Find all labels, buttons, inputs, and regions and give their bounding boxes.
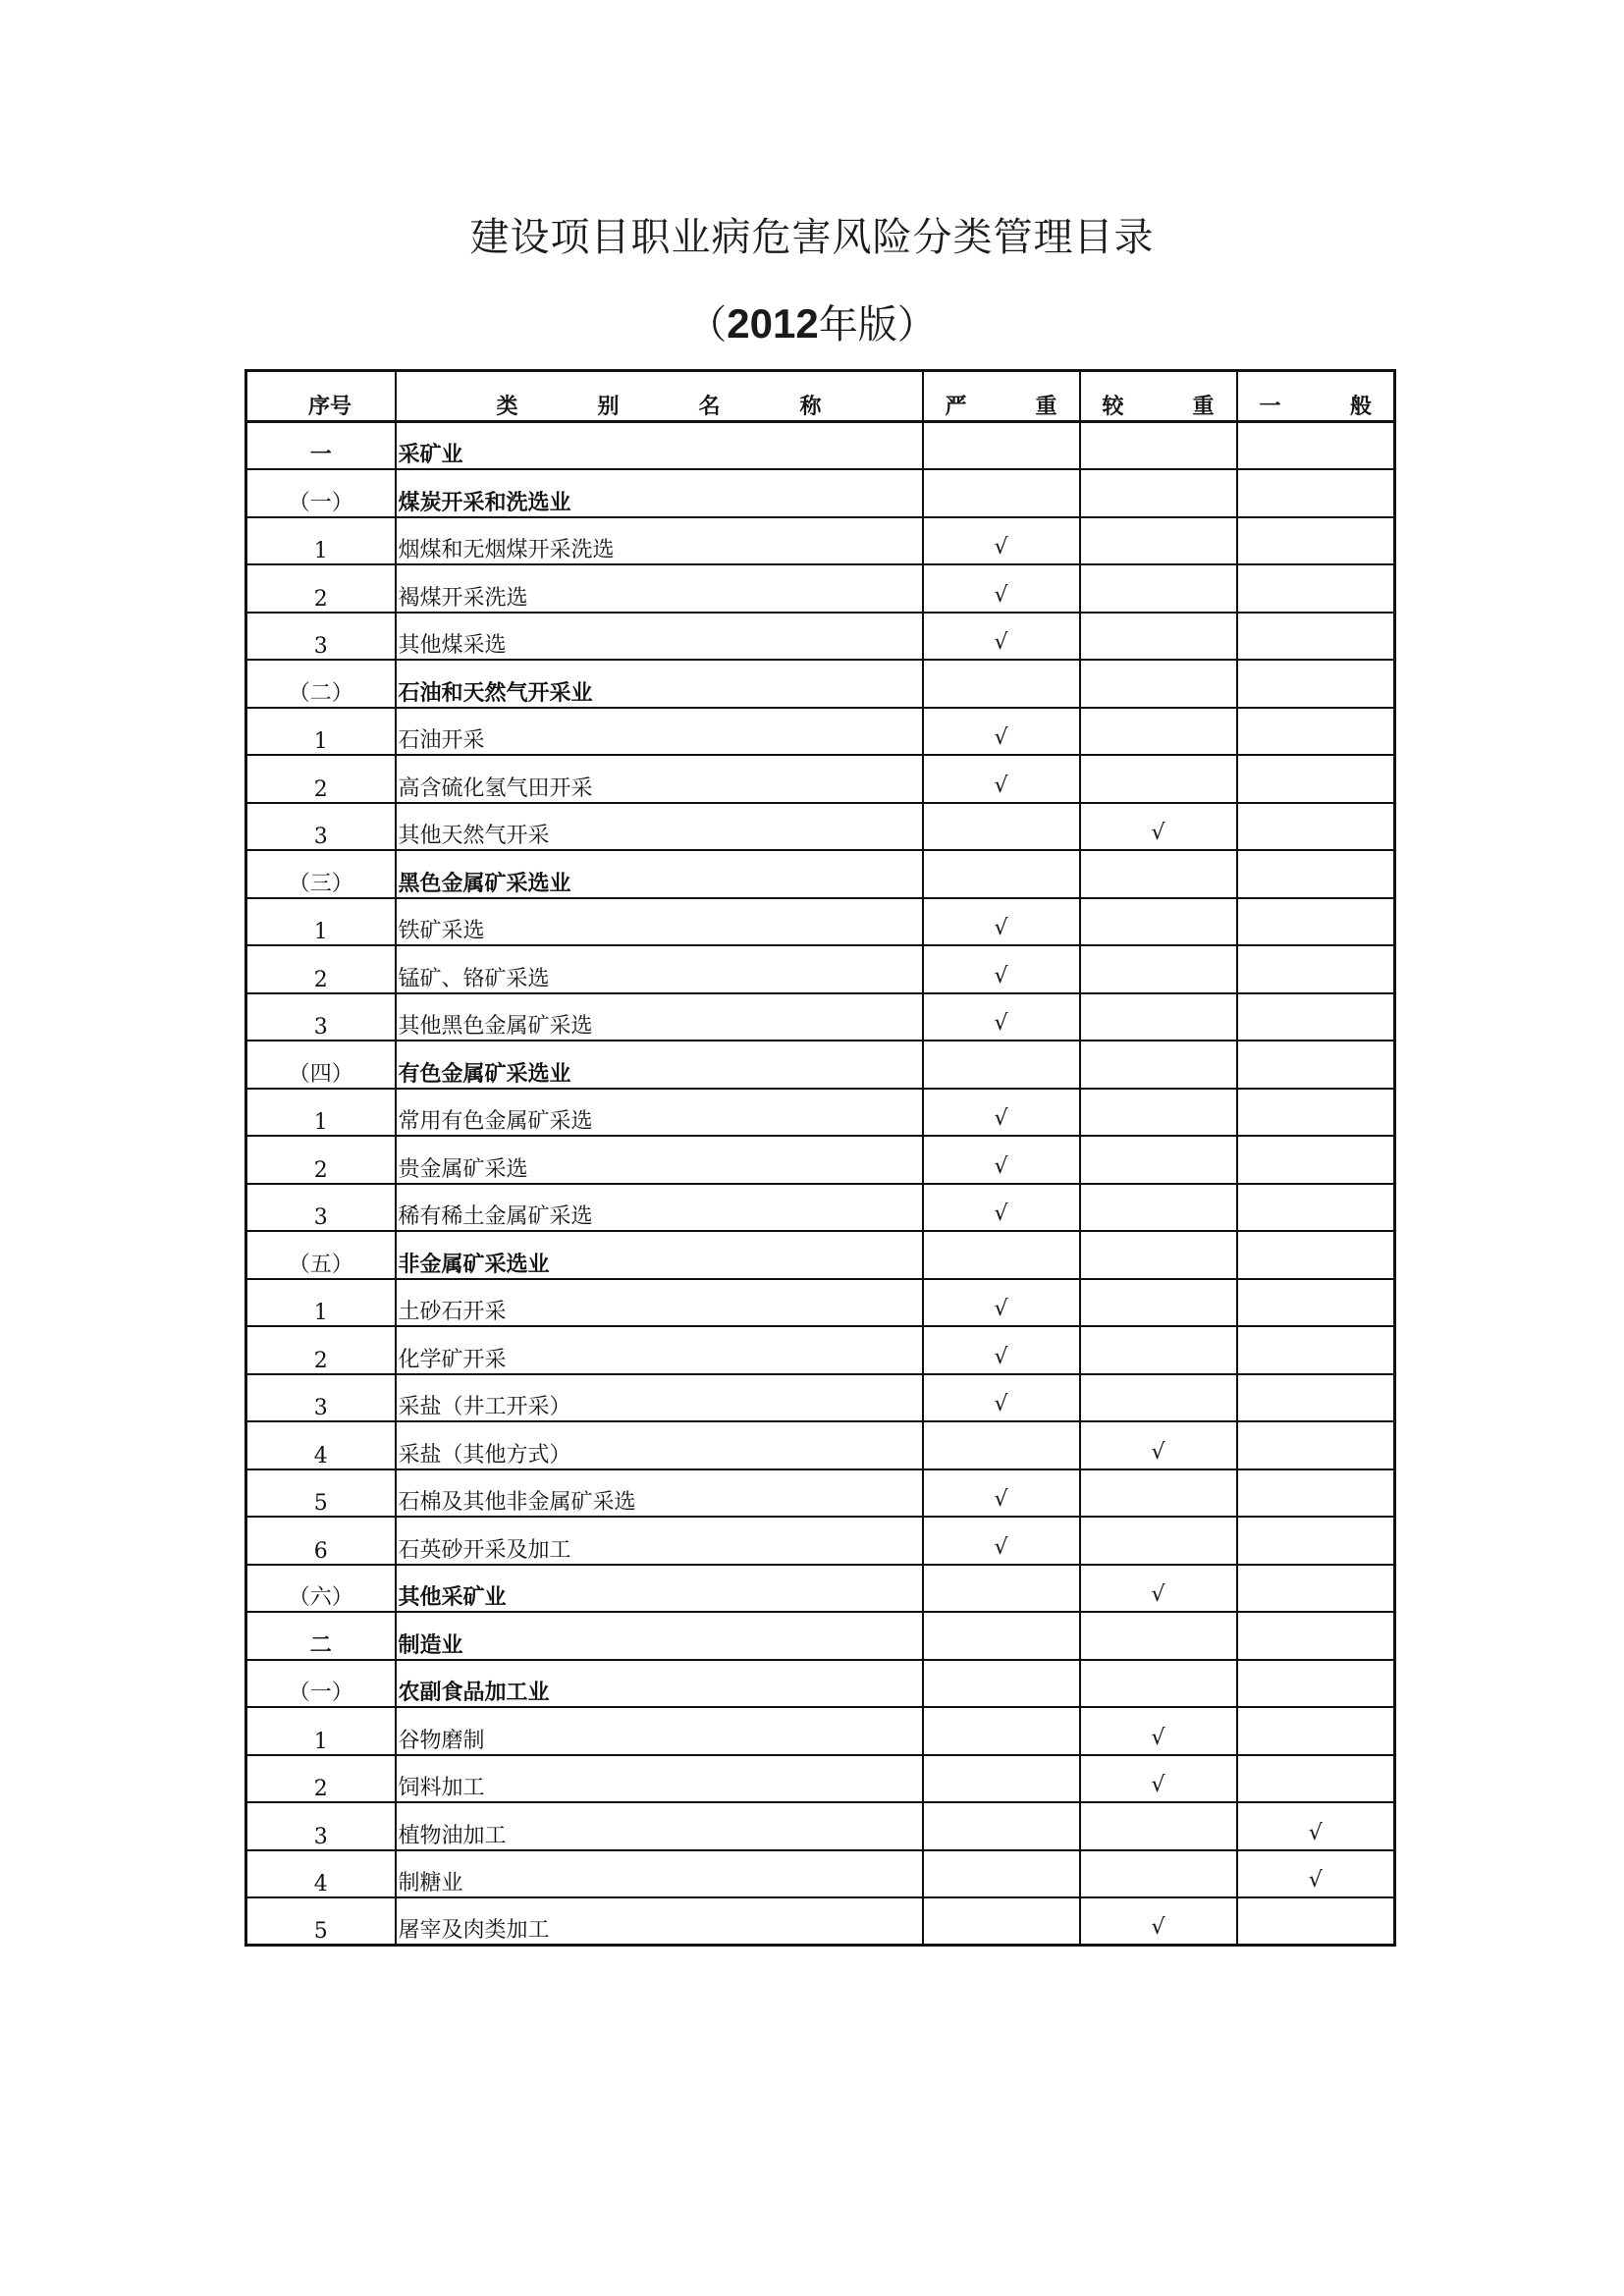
row-number: （五） (246, 1231, 396, 1279)
risk-moderate-cell (1080, 1802, 1237, 1850)
risk-moderate-cell (1080, 1612, 1237, 1660)
risk-general-cell (1237, 1326, 1395, 1374)
header-severe: 严 重 (923, 371, 1080, 422)
table-row (246, 898, 1395, 946)
row-number: 1 (246, 517, 396, 565)
check-mark-icon: √ (994, 1487, 1008, 1512)
risk-moderate-cell (1080, 1279, 1237, 1327)
header-no: 序 号 (246, 371, 396, 422)
risk-severe-cell (923, 1469, 1080, 1518)
table-row (246, 1707, 1395, 1755)
row-number: 1 (246, 1089, 396, 1137)
risk-general-cell (1237, 898, 1395, 946)
category-name: 制糖业 (396, 1850, 923, 1898)
risk-severe-cell (923, 1136, 1080, 1184)
risk-moderate-cell (1080, 1374, 1237, 1422)
header-moderate: 较 重 (1080, 371, 1237, 422)
risk-general-cell (1237, 1469, 1395, 1518)
category-name: 其他天然气开采 (396, 803, 923, 851)
category-name: 稀有稀土金属矿采选 (396, 1184, 923, 1232)
table-row (246, 1421, 1395, 1469)
risk-severe-cell (923, 1565, 1080, 1613)
risk-moderate-cell (1080, 1850, 1237, 1898)
risk-general-cell (1237, 755, 1395, 803)
risk-general-cell (1237, 1660, 1395, 1708)
table-row (246, 1850, 1395, 1898)
risk-moderate-cell (1080, 660, 1237, 708)
row-number: 4 (246, 1850, 396, 1898)
category-name: 饲料加工 (396, 1755, 923, 1803)
risk-severe-cell (923, 1897, 1080, 1946)
check-mark-icon: √ (994, 963, 1008, 988)
category-name: 石油和天然气开采业 (396, 660, 923, 708)
check-mark-icon: √ (994, 1344, 1008, 1369)
risk-severe-cell (923, 945, 1080, 993)
risk-severe-cell (923, 1231, 1080, 1279)
category-name: 石英砂开采及加工 (396, 1517, 923, 1565)
risk-general-cell (1237, 1041, 1395, 1089)
risk-moderate-cell (1080, 850, 1237, 898)
row-number: 3 (246, 993, 396, 1041)
category-name: 其他黑色金属矿采选 (396, 993, 923, 1041)
risk-severe-cell (923, 660, 1080, 708)
risk-severe-cell (923, 1755, 1080, 1803)
table-row (246, 945, 1395, 993)
check-mark-icon: √ (1151, 1439, 1165, 1465)
row-number: 3 (246, 803, 396, 851)
table-row (246, 850, 1395, 898)
risk-moderate-cell (1080, 993, 1237, 1041)
category-name: 铁矿采选 (396, 898, 923, 946)
risk-general-cell (1237, 1707, 1395, 1755)
category-name: 其他采矿业 (396, 1565, 923, 1613)
row-number: （六） (246, 1565, 396, 1613)
risk-severe-cell (923, 517, 1080, 565)
risk-moderate-cell (1080, 1897, 1237, 1946)
risk-severe-cell (923, 1184, 1080, 1232)
risk-severe-cell (923, 1802, 1080, 1850)
risk-general-cell (1237, 1136, 1395, 1184)
row-number: 3 (246, 1802, 396, 1850)
risk-catalog-table (244, 369, 1396, 1947)
table-row (246, 517, 1395, 565)
row-number: 5 (246, 1897, 396, 1946)
category-name: 锰矿、铬矿采选 (396, 945, 923, 993)
table-row (246, 1279, 1395, 1327)
risk-general-cell (1237, 1897, 1395, 1946)
risk-moderate-cell (1080, 564, 1237, 613)
risk-general-cell (1237, 564, 1395, 613)
category-name: 烟煤和无烟煤开采洗选 (396, 517, 923, 565)
row-number: 2 (246, 1326, 396, 1374)
category-name: 采矿业 (396, 422, 923, 470)
row-number: 5 (246, 1469, 396, 1518)
table-row (246, 1565, 1395, 1613)
check-mark-icon: √ (1151, 1582, 1165, 1607)
risk-general-cell (1237, 1279, 1395, 1327)
risk-general-cell (1237, 1231, 1395, 1279)
risk-general-cell (1237, 422, 1395, 470)
category-name: 常用有色金属矿采选 (396, 1089, 923, 1137)
table-row (246, 1517, 1395, 1565)
row-number: （四） (246, 1041, 396, 1089)
risk-severe-cell (923, 803, 1080, 851)
check-mark-icon: √ (994, 773, 1008, 798)
table-row (246, 803, 1395, 851)
risk-severe-cell (923, 564, 1080, 613)
row-number: 一 (246, 422, 396, 470)
table-row (246, 1469, 1395, 1518)
category-name: 贵金属矿采选 (396, 1136, 923, 1184)
check-mark-icon: √ (1308, 1868, 1323, 1893)
risk-moderate-cell (1080, 1089, 1237, 1137)
subtitle-rest: 年版） (818, 302, 937, 347)
check-mark-icon: √ (994, 582, 1008, 608)
table-row (246, 660, 1395, 708)
row-number: 3 (246, 1374, 396, 1422)
risk-severe-cell (923, 898, 1080, 946)
risk-severe-cell (923, 613, 1080, 661)
check-mark-icon: √ (994, 1392, 1008, 1416)
row-number: 二 (246, 1612, 396, 1660)
risk-general-cell (1237, 1565, 1395, 1613)
risk-moderate-cell (1080, 755, 1237, 803)
table-row (246, 1897, 1395, 1946)
table-header-row (246, 371, 1395, 422)
table-row (246, 1326, 1395, 1374)
category-name: 采盐（其他方式） (396, 1421, 923, 1469)
check-mark-icon: √ (1151, 1773, 1165, 1797)
check-mark-icon: √ (994, 1297, 1008, 1321)
risk-moderate-cell (1080, 1660, 1237, 1708)
risk-moderate-cell (1080, 469, 1237, 517)
category-name: 黑色金属矿采选业 (396, 850, 923, 898)
check-mark-icon: √ (1151, 1725, 1165, 1750)
risk-general-cell (1237, 1517, 1395, 1565)
risk-severe-cell (923, 1612, 1080, 1660)
risk-moderate-cell (1080, 1421, 1237, 1469)
table-row (246, 1184, 1395, 1232)
check-mark-icon: √ (1308, 1820, 1323, 1845)
risk-moderate-cell (1080, 945, 1237, 993)
table-row (246, 564, 1395, 613)
table-row (246, 708, 1395, 756)
risk-general-cell (1237, 1421, 1395, 1469)
table-row (246, 1374, 1395, 1422)
risk-moderate-cell (1080, 1136, 1237, 1184)
row-number: 3 (246, 1184, 396, 1232)
table-row (246, 1231, 1395, 1279)
category-name: 谷物磨制 (396, 1707, 923, 1755)
risk-general-cell (1237, 1374, 1395, 1422)
row-number: 1 (246, 708, 396, 756)
check-mark-icon: √ (994, 1201, 1008, 1226)
risk-general-cell (1237, 850, 1395, 898)
risk-general-cell (1237, 613, 1395, 661)
check-mark-icon: √ (994, 1106, 1008, 1131)
category-name: 褐煤开采洗选 (396, 564, 923, 613)
risk-severe-cell (923, 1041, 1080, 1089)
row-number: 1 (246, 1707, 396, 1755)
risk-moderate-cell (1080, 1707, 1237, 1755)
category-name: 屠宰及肉类加工 (396, 1897, 923, 1946)
risk-moderate-cell (1080, 422, 1237, 470)
row-number: （一） (246, 1660, 396, 1708)
row-number: 1 (246, 1279, 396, 1327)
risk-severe-cell (923, 469, 1080, 517)
risk-severe-cell (923, 850, 1080, 898)
risk-general-cell (1237, 1850, 1395, 1898)
category-name: 其他煤采选 (396, 613, 923, 661)
row-number: 6 (246, 1517, 396, 1565)
category-name: 采盐（井工开采） (396, 1374, 923, 1422)
risk-moderate-cell (1080, 1326, 1237, 1374)
risk-moderate-cell (1080, 1231, 1237, 1279)
category-name: 制造业 (396, 1612, 923, 1660)
table-row (246, 1755, 1395, 1803)
risk-general-cell (1237, 469, 1395, 517)
row-number: 3 (246, 613, 396, 661)
risk-moderate-cell (1080, 1184, 1237, 1232)
risk-moderate-cell (1080, 1755, 1237, 1803)
risk-moderate-cell (1080, 1565, 1237, 1613)
row-number: 2 (246, 564, 396, 613)
row-number: 4 (246, 1421, 396, 1469)
risk-severe-cell (923, 1089, 1080, 1137)
risk-severe-cell (923, 1517, 1080, 1565)
risk-moderate-cell (1080, 1469, 1237, 1518)
risk-severe-cell (923, 1374, 1080, 1422)
table-body (246, 422, 1395, 1946)
risk-general-cell (1237, 660, 1395, 708)
risk-moderate-cell (1080, 708, 1237, 756)
table-row (246, 1612, 1395, 1660)
row-number: 2 (246, 945, 396, 993)
category-name: 高含硫化氢气田开采 (396, 755, 923, 803)
risk-general-cell (1237, 803, 1395, 851)
risk-severe-cell (923, 993, 1080, 1041)
category-name: 非金属矿采选业 (396, 1231, 923, 1279)
table-row (246, 1660, 1395, 1708)
row-number: （二） (246, 660, 396, 708)
category-name: 有色金属矿采选业 (396, 1041, 923, 1089)
row-number: 2 (246, 1755, 396, 1803)
check-mark-icon: √ (1151, 1915, 1165, 1940)
risk-severe-cell (923, 708, 1080, 756)
check-mark-icon: √ (994, 1011, 1008, 1036)
table-row (246, 993, 1395, 1041)
table-row (246, 1136, 1395, 1184)
category-name: 土砂石开采 (396, 1279, 923, 1327)
header-name: 类 别 名 称 (396, 371, 923, 422)
subtitle-year: 2012 (727, 300, 819, 347)
risk-general-cell (1237, 1802, 1395, 1850)
category-name: 煤炭开采和洗选业 (396, 469, 923, 517)
table-row (246, 422, 1395, 470)
check-mark-icon: √ (994, 916, 1008, 940)
row-number: 1 (246, 898, 396, 946)
document-title: 建设项目职业病危害风险分类管理目录 (469, 215, 1155, 260)
check-mark-icon: √ (994, 535, 1008, 560)
category-name: 化学矿开采 (396, 1326, 923, 1374)
risk-moderate-cell (1080, 1517, 1237, 1565)
risk-severe-cell (923, 1707, 1080, 1755)
table-row (246, 1089, 1395, 1137)
category-name: 植物油加工 (396, 1802, 923, 1850)
risk-general-cell (1237, 945, 1395, 993)
risk-general-cell (1237, 993, 1395, 1041)
risk-general-cell (1237, 708, 1395, 756)
check-mark-icon: √ (994, 1153, 1008, 1179)
subtitle-open-paren: （ (687, 302, 728, 347)
row-number: 2 (246, 1136, 396, 1184)
risk-moderate-cell (1080, 517, 1237, 565)
document-subtitle (0, 294, 1624, 354)
risk-general-cell (1237, 1755, 1395, 1803)
row-number: 2 (246, 755, 396, 803)
check-mark-icon: √ (1151, 821, 1165, 845)
category-name: 石油开采 (396, 708, 923, 756)
table-row (246, 1802, 1395, 1850)
risk-moderate-cell (1080, 898, 1237, 946)
table-row (246, 469, 1395, 517)
header-general: 一 般 (1237, 371, 1395, 422)
risk-severe-cell (923, 1326, 1080, 1374)
row-number: （一） (246, 469, 396, 517)
risk-general-cell (1237, 1184, 1395, 1232)
check-mark-icon: √ (994, 725, 1008, 750)
risk-moderate-cell (1080, 803, 1237, 851)
risk-severe-cell (923, 1850, 1080, 1898)
risk-severe-cell (923, 422, 1080, 470)
row-number: （三） (246, 850, 396, 898)
table-row (246, 1041, 1395, 1089)
risk-general-cell (1237, 517, 1395, 565)
risk-severe-cell (923, 1660, 1080, 1708)
check-mark-icon: √ (994, 1534, 1008, 1560)
table-row (246, 613, 1395, 661)
risk-moderate-cell (1080, 613, 1237, 661)
risk-general-cell (1237, 1089, 1395, 1137)
risk-general-cell (1237, 1612, 1395, 1660)
table-row (246, 755, 1395, 803)
risk-moderate-cell (1080, 1041, 1237, 1089)
risk-severe-cell (923, 1279, 1080, 1327)
risk-severe-cell (923, 755, 1080, 803)
risk-severe-cell (923, 1421, 1080, 1469)
check-mark-icon: √ (994, 630, 1008, 655)
category-name: 石棉及其他非金属矿采选 (396, 1469, 923, 1518)
category-name: 农副食品加工业 (396, 1660, 923, 1708)
